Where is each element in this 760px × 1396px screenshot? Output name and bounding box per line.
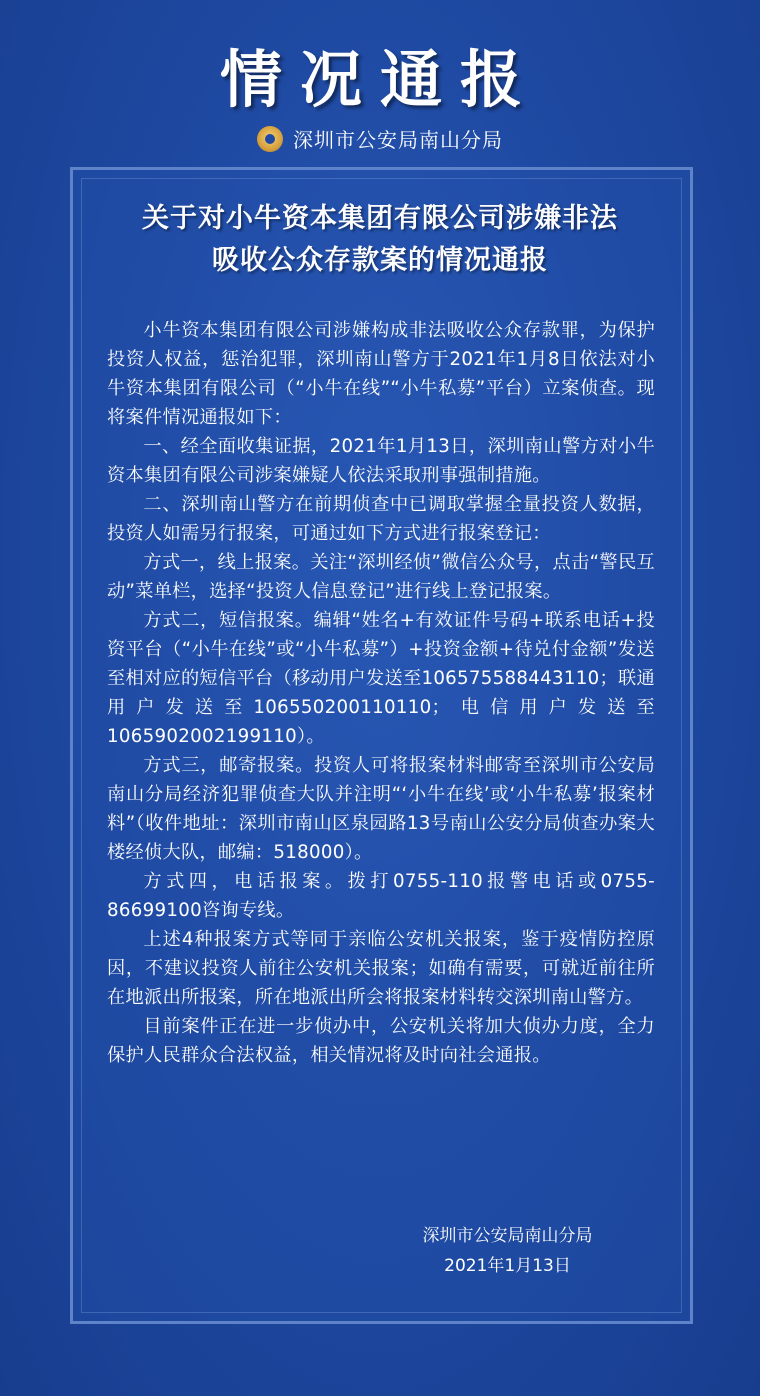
issuer-row	[0, 124, 760, 153]
signature-date: 2021年1月13日	[444, 1256, 571, 1276]
paragraph-method-1: 方式一，线上报案。关注“深圳经侦”微信公众号，点击“警民互动”菜单栏，选择“投资人信息登记”进行线上登记报案。	[107, 552, 655, 602]
paragraph-item-1: 一、经全面收集证据，2021年1月13日，深圳南山警方对小牛资本集团有限公司涉案嫌疑人依法采取刑事强制措施。	[107, 436, 655, 486]
paragraph-item-2: 二、深圳南山警方在前期侦查中已调取掌握全量投资人数据，投资人如需另行报案，可通过如下方式进行报案登记：	[107, 494, 655, 544]
paragraph-notice: 上述4种报案方式等同于亲临公安机关报案，鉴于疫情防控原因，不建议投资人前往公安机关报案；如确有需要，可就近前往所在地派出所报案，所在地派出所会将报案材料转交深圳南山警方。	[107, 929, 655, 1008]
paragraph-method-2: 方式二，短信报案。编辑“姓名+有效证件号码+联系电话+投资平台（“小牛在线”或“小牛私募”）+投资金额+待兑付金额”发送至相对应的短信平台（移动用户发送至10657558844311​0；联通用户发送至106550200110110；电信用户发送至1065902002199110）。	[107, 610, 655, 747]
paragraph-method-4: 方式四，电话报案。拨打0755-110报警电话或0755-86699100咨询专线。	[107, 871, 655, 921]
paragraph-method-3: 方式三，邮寄报案。投资人可将报案材料邮寄至深圳市公安局南山分局经济犯罪侦查大队并注明“‘小牛在线’或‘小牛私募’报案材料”（收件地址：深圳市南山区泉园路13号南山公安分局侦查办案大楼经侦大队，邮编：518000）。	[107, 755, 655, 863]
police-emblem-icon	[257, 126, 283, 152]
signature-block	[400, 1221, 615, 1281]
document-body	[107, 316, 655, 1070]
document-title-line2: 吸收公众存款案的情况通报	[212, 245, 548, 276]
paragraph-closing: 目前案件正在进一步侦办中，公安机关将加大侦办力度，全力保护人民群众合法权益，相关情况将及时向社会通报。	[107, 1016, 655, 1066]
document-title	[0, 198, 760, 282]
paragraph-intro: 小牛资本集团有限公司涉嫌构成非法吸收公众存款罪，为保护投资人权益，惩治犯罪，深圳南山警方于2021年1月8日依法对小牛资本集团有限公司（“小牛在线”“小牛私募”平台）立案侦查。现将案件情况通报如下：	[107, 320, 655, 428]
document-title-line1: 关于对小牛资本集团有限公司涉嫌非法	[142, 203, 618, 234]
issuer-name: 深圳市公安局南山分局	[293, 128, 503, 152]
signature-org: 深圳市公安局南山分局	[422, 1226, 593, 1246]
header-title: 情况通报	[219, 43, 540, 116]
